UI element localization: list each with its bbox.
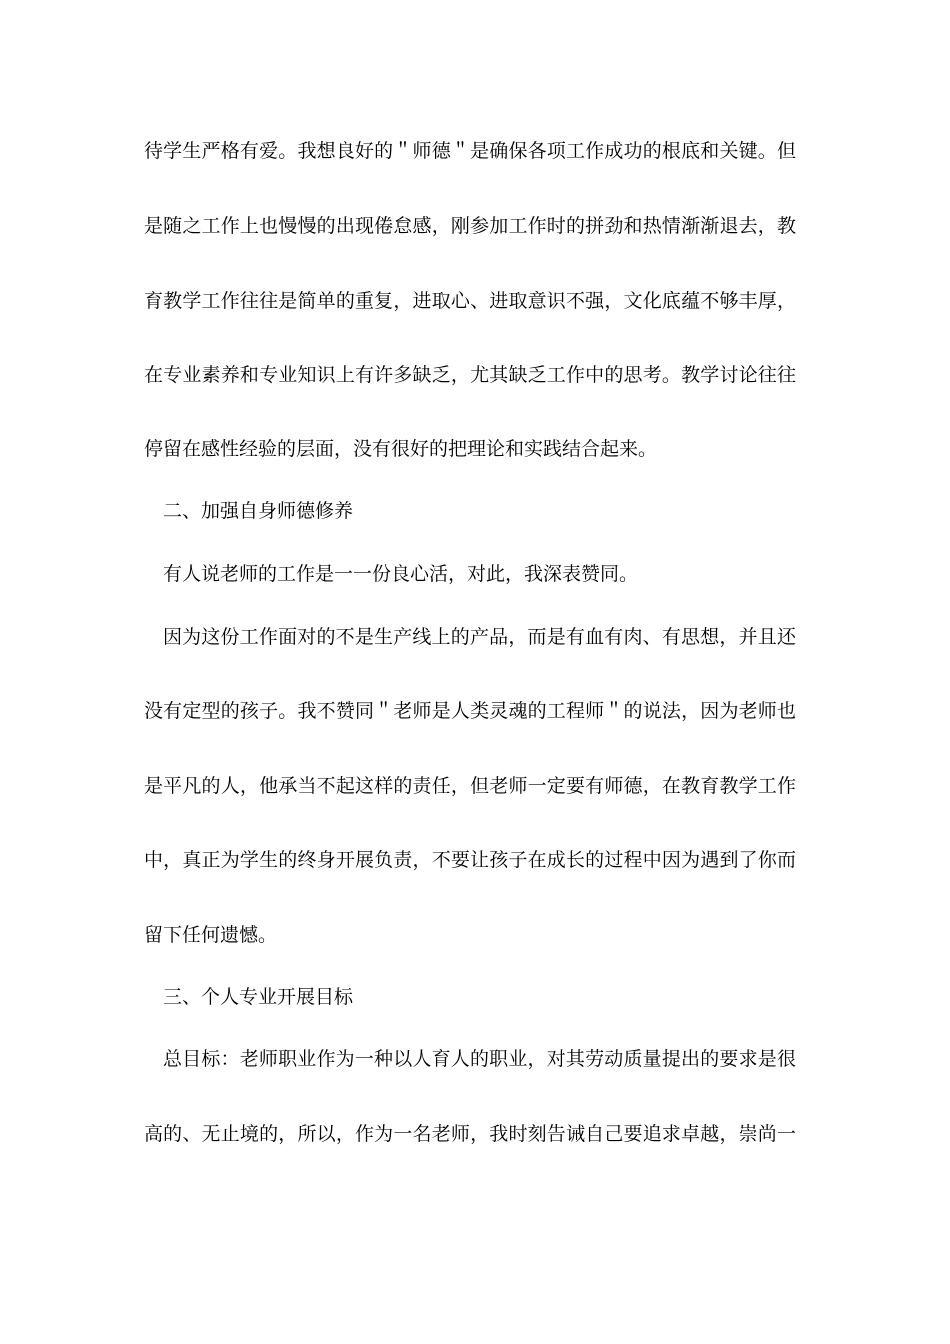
- section-heading: 二、加强自身师德修养: [163, 500, 354, 522]
- paragraph-line: 是平凡的人，他承当不起这样的责任，但老师一定要有师德，在教育教学工作: [144, 775, 796, 797]
- paragraph-line: 因为这份工作面对的不是生产线上的产品，而是有血有肉、有思想，并且还: [163, 626, 796, 648]
- paragraph-line: 中，真正为学生的终身开展负责，不要让孩子在成长的过程中因为遇到了你而: [144, 849, 796, 871]
- paragraph-line: 留下任何遗憾。: [144, 924, 278, 946]
- paragraph-line: 是随之工作上也慢慢的出现倦怠感，刚参加工作时的拼劲和热情渐渐退去，教: [144, 215, 796, 237]
- paragraph-line: 待学生严格有爱。我想良好的＂师德＂是确保各项工作成功的根底和关键。但: [144, 140, 796, 162]
- paragraph-line: 总目标：老师职业作为一种以人育人的职业，对其劳动质量提出的要求是很: [163, 1048, 796, 1070]
- paragraph-line: 停留在感性经验的层面，没有很好的把理论和实践结合起来。: [144, 438, 658, 460]
- paragraph-line: 育教学工作往往是简单的重复，进取心、进取意识不强，文化底蕴不够丰厚，: [144, 290, 796, 312]
- paragraph-line: 有人说老师的工作是一一份良心活，对此，我深表赞同。: [163, 563, 639, 585]
- paragraph-line: 在专业素养和专业知识上有许多缺乏，尤其缺乏工作中的思考。教学讨论往往: [144, 364, 796, 386]
- paragraph-line: 没有定型的孩子。我不赞同＂老师是人类灵魂的工程师＂的说法，因为老师也: [144, 700, 796, 722]
- paragraph-line: 高的、无止境的，所以，作为一名老师，我时刻告诫自己要追求卓越，崇尚一: [144, 1123, 796, 1145]
- section-heading: 三、个人专业开展目标: [163, 986, 354, 1008]
